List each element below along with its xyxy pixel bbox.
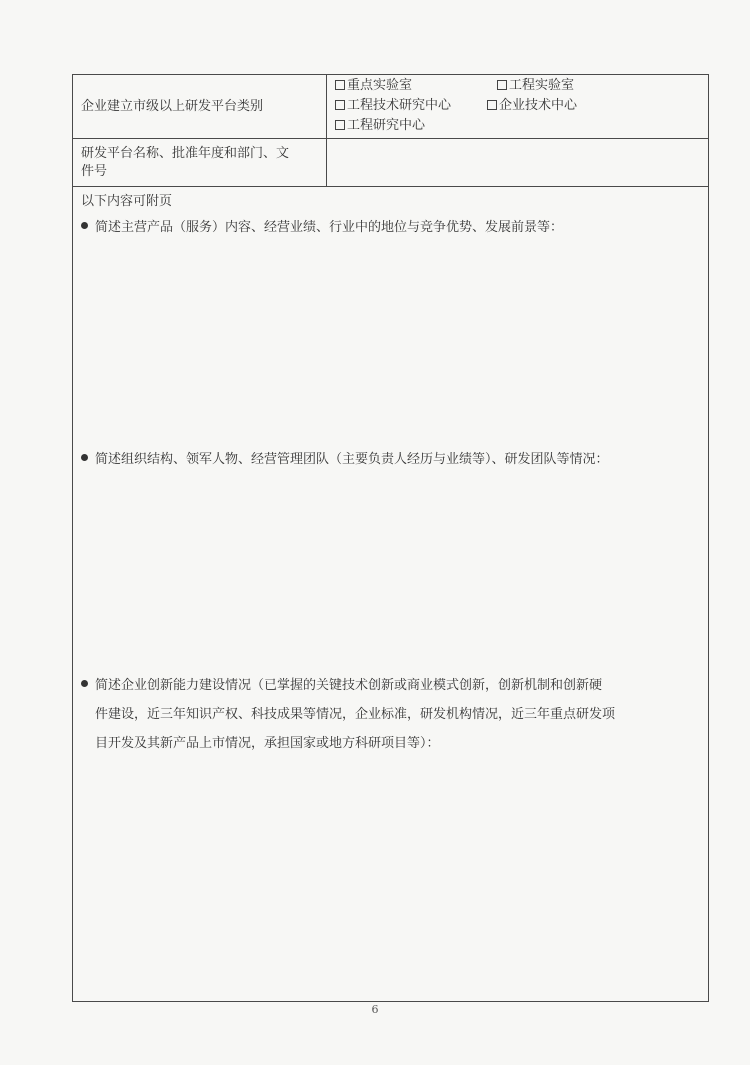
item-main-products: 简述主营产品（服务）内容、经营业绩、行业中的地位与竞争优势、发展前景等：	[81, 219, 563, 237]
page-number: 6	[371, 1003, 379, 1016]
checkbox-key-lab[interactable]: 重点实验室	[335, 77, 412, 95]
checkbox-enterprise-tech-center[interactable]: 企业技术中心	[487, 97, 577, 115]
checkbox-icon	[487, 100, 497, 110]
checkbox-icon	[335, 100, 345, 110]
platform-name-field[interactable]	[327, 139, 708, 186]
bullet-icon	[81, 454, 88, 461]
platform-name-label: 研发平台名称、批准年度和部门、文 件号	[73, 139, 327, 186]
platform-name-row	[73, 139, 708, 187]
checkbox-engineering-tech-center[interactable]: 工程技术研究中心	[335, 97, 451, 115]
checkbox-icon	[335, 80, 345, 90]
checkbox-engineering-lab[interactable]: 工程实验室	[497, 77, 574, 95]
checkbox-engineering-research-center[interactable]: 工程研究中心	[335, 117, 425, 135]
item-organization: 简述组织结构、领军人物、经营管理团队（主要负责人经历与业绩等）、研发团队等情况：	[81, 451, 609, 469]
form-frame	[72, 74, 709, 1002]
bullet-icon	[81, 222, 88, 229]
checkbox-icon	[497, 80, 507, 90]
attachment-note: 以下内容可附页	[81, 194, 173, 209]
bullet-icon	[81, 680, 88, 687]
item-innovation: 简述企业创新能力建设情况（已掌握的关键技术创新或商业模式创新，创新机制和创新硬 件建设，近三年知识产权、科技成果等情况，企业标准，研发机构情况，近三年重点研发项 目开发及其新产品上市情况，承担国家或地方科研项目等）：	[81, 671, 701, 758]
platform-type-row	[73, 75, 708, 139]
checkbox-icon	[335, 120, 345, 130]
platform-type-options	[327, 75, 708, 138]
platform-type-label: 企业建立市级以上研发平台类别	[73, 75, 327, 138]
